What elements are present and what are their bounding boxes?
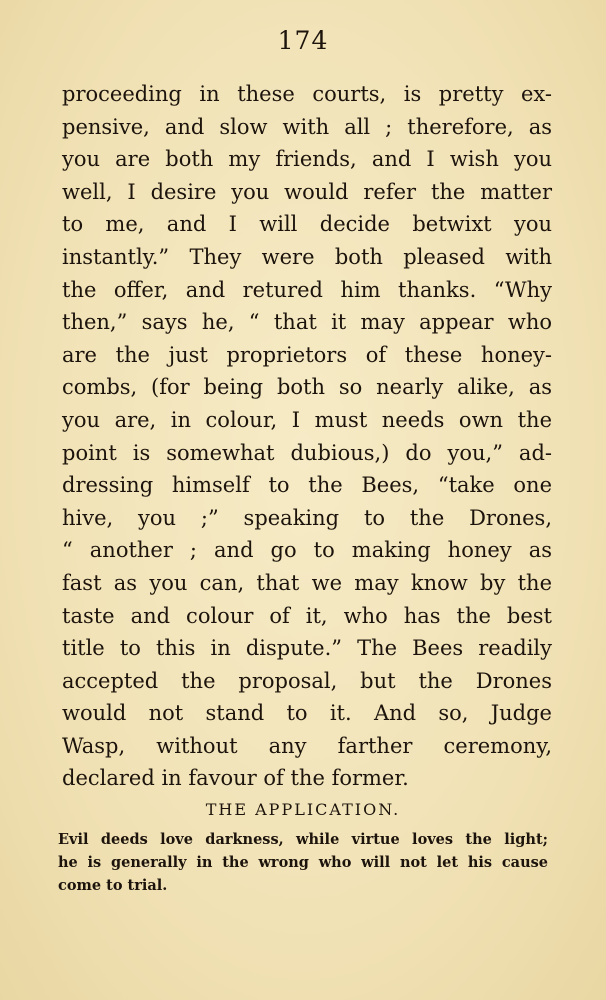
body-line: taste and colour of it, who has the best [62,603,552,628]
body-line: point is somewhat dubious,) do you,” ad- [62,440,552,465]
body-line: fast as you can, that we may know by the [62,570,552,595]
body-line: the offer, and retured him thanks. “Why [62,277,552,302]
body-line: accepted the proposal, but the Drones [62,668,552,693]
body-line: are the just proprietors of these honey- [62,342,552,367]
moral-line: come to trial. [58,877,168,894]
body-line: would not stand to it. And so, Judge [62,701,552,726]
body-text [62,78,552,795]
body-line: you are both my friends, and I wish you [62,147,552,172]
body-line: proceeding in these courts, is pretty ex- [62,82,552,106]
moral-line: Evil deeds love darkness, while virtue loves the light; [58,831,548,848]
body-line: pensive, and slow with all ; therefore, as [62,114,552,139]
body-line: well, I desire you would refer the matter [62,179,552,204]
body-line: “ another ; and go to making honey as [62,538,552,563]
body-line: dressing himself to the Bees, “take one [62,473,552,498]
moral-line: he is generally in the wrong who will not let his cause [58,854,548,871]
body-line: to me, and I will decide betwixt you [62,212,552,237]
moral-text [58,828,548,897]
body-line: instantly.” They were both pleased with [62,244,552,269]
body-line: Wasp, without any farther ceremony, [62,733,552,758]
page-number: 174 [277,26,329,55]
body-line: then,” says he, “ that it may appear who [62,310,552,335]
body-line: hive, you ;” speaking to the Drones, [62,505,552,530]
body-line: combs, (for being both so nearly alike, as [62,375,552,400]
body-line: you are, in colour, I must needs own the [62,407,552,432]
application-heading: THE APPLICATION. [205,800,401,819]
body-line: title to this in dispute.” The Bees readily [62,636,552,661]
body-line: declared in favour of the former. [62,766,409,791]
